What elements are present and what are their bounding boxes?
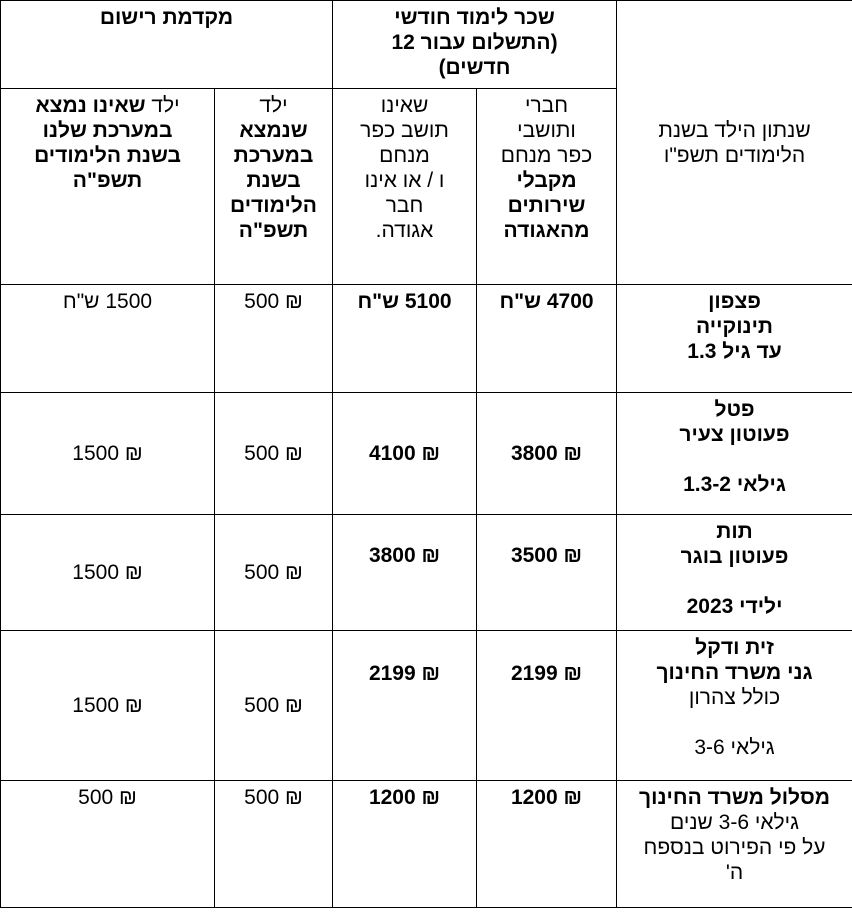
- table-row-older-toddlers: [1, 515, 852, 631]
- in-system-deposit-cell: 500 ₪: [215, 781, 333, 908]
- header-row-1: [1, 1, 852, 89]
- not-in-system-deposit-cell: 1500 ₪: [1, 515, 215, 631]
- in-system-deposit-cell: 500 ₪: [215, 515, 333, 631]
- member-fee-cell: 2199 ₪: [477, 631, 617, 781]
- non-resident-header: שאינו תושב כפר מנחם ו / או אינו חבר אגודה.: [333, 89, 477, 285]
- age-column-header: שנתון הילד בשנת הלימודים תשפ"ו: [617, 1, 852, 285]
- member-fee-cell: 3500 ₪: [477, 515, 617, 631]
- member-fee-cell: 4700 ש"ח: [477, 285, 617, 393]
- member-fee-cell: 3800 ₪: [477, 393, 617, 515]
- in-system-header: ילד שנמצא במערכת בשנת הלימודים תשפ"ה: [215, 89, 333, 285]
- monthly-tuition-header: שכר לימוד חודשי (התשלום עבור 12 חדשים): [333, 1, 617, 89]
- member-fee-cell: 1200 ₪: [477, 781, 617, 908]
- not-in-system-deposit-cell: 1500 ₪: [1, 631, 215, 781]
- age-group-cell: פצפון תינוקייה עד גיל 1.3: [617, 285, 852, 393]
- non-resident-fee-cell: 3800 ₪: [333, 515, 477, 631]
- not-in-system-deposit-cell: 1500 ש"ח: [1, 285, 215, 393]
- age-group-cell: פטל פעוטון צעיר גילאי 1.3-2: [617, 393, 852, 515]
- table-row-kindergarten: [1, 631, 852, 781]
- in-system-deposit-cell: 500 ₪: [215, 393, 333, 515]
- not-in-system-deposit-cell: 500 ₪: [1, 781, 215, 908]
- non-resident-fee-cell: 4100 ₪: [333, 393, 477, 515]
- non-resident-fee-cell: 1200 ₪: [333, 781, 477, 908]
- not-in-system-deposit-cell: 1500 ₪: [1, 393, 215, 515]
- age-group-cell: תות פעוטון בוגר ילידי 2023: [617, 515, 852, 631]
- in-system-deposit-cell: 500 ₪: [215, 285, 333, 393]
- non-resident-fee-cell: 5100 ש"ח: [333, 285, 477, 393]
- registration-deposit-header: מקדמת רישום: [1, 1, 333, 89]
- table-row-infants: [1, 285, 852, 393]
- non-resident-fee-cell: 2199 ₪: [333, 631, 477, 781]
- not-in-system-header: ילד שאינו נמצא במערכת שלנו בשנת הלימודים תשפ"ה: [1, 89, 215, 285]
- age-group-cell: זית ודקל גני משרד החינוך כולל צהרון גילאי 3-6: [617, 631, 852, 781]
- table-row-education-ministry-track: [1, 781, 852, 908]
- members-header: חברי ותושבי כפר מנחם מקבלי שירותים מהאגודה: [477, 89, 617, 285]
- age-group-cell: מסלול משרד החינוך גילאי 3-6 שנים על פי הפירוט בנספח ה': [617, 781, 852, 908]
- table-row-young-toddlers: [1, 393, 852, 515]
- in-system-deposit-cell: 500 ₪: [215, 631, 333, 781]
